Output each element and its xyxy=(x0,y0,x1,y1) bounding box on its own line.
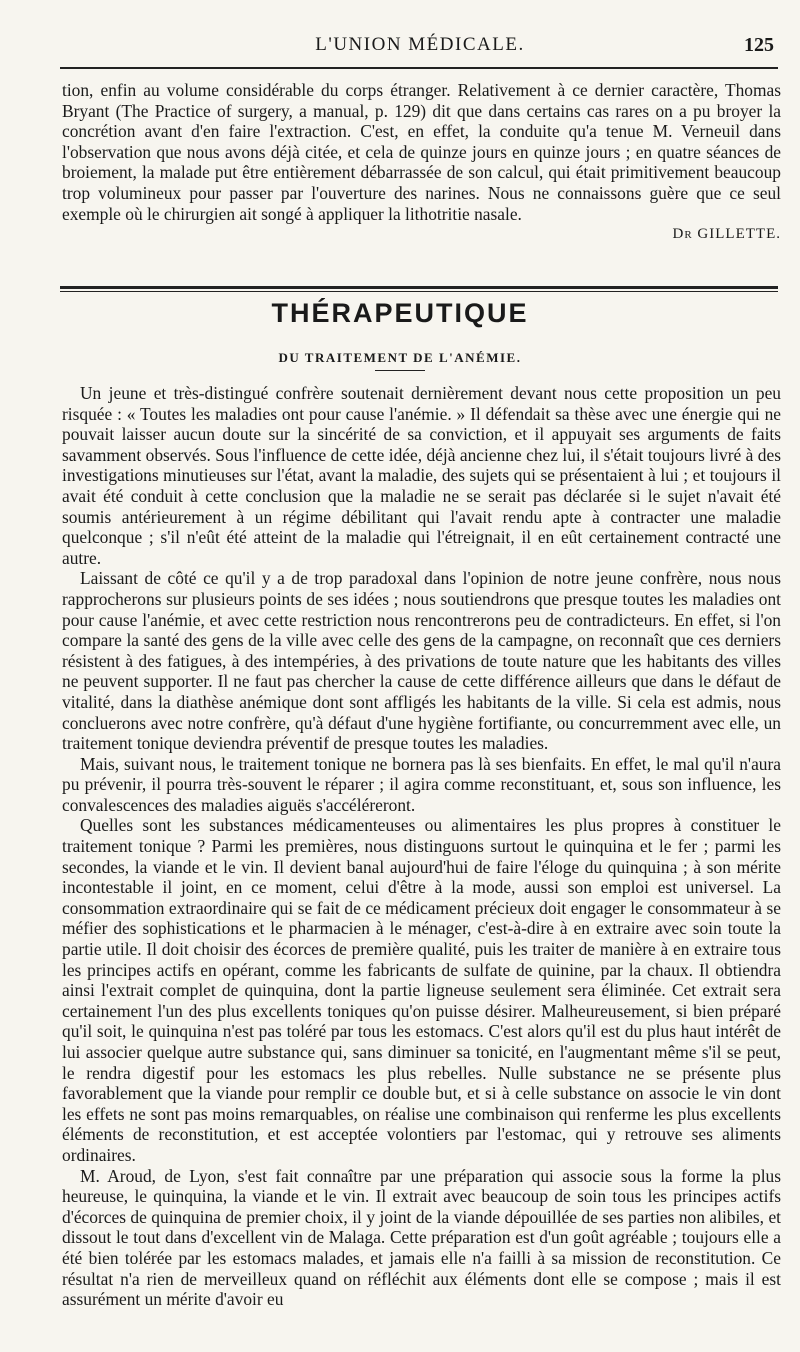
page-header xyxy=(60,30,780,64)
header-rule xyxy=(60,67,778,69)
previous-article xyxy=(62,80,781,243)
previous-article-paragraph: tion, enfin au volume considérable du corps étranger. Relativement à ce dernier caractère, Thomas Bryant (The Practice of surgery, a manual, p. 129) dit que dans certains cas rares on a pu broyer la concrétion avant d'en faire l'extraction. C'est, en effet, la conduite qu'a tenue M. Verneuil dans l'observation que nous avons déjà citée, et cela de quinze jours en quinze jours ; en quatre séances de broiement, la malade put être entièrement débarrassée de son calcul, qui était primitivement beaucoup trop volumineux pour passer par l'ouverture des narines. Nous ne connaissons guère que ce seul exemple où le chirurgien ait songé à appliquer la lithotritie nasale. xyxy=(62,80,781,224)
running-title: L'UNION MÉDICALE. xyxy=(315,34,525,55)
author-signature: Dr GILLETTE. xyxy=(672,226,781,243)
section-rule-thin xyxy=(60,291,778,292)
article-body xyxy=(62,383,781,1310)
section-title: THÉRAPEUTIQUE xyxy=(271,298,529,328)
article-paragraph: Mais, suivant nous, le traitement tonique ne bornera pas là ses bienfaits. En effet, le mal qu'il n'aura pu prévenir, il pourra très-souvent le réparer ; il agira comme reconstituant, et, sous son influence, les convalescences des maladies aiguës s'accéléreront. xyxy=(62,753,781,815)
article-paragraph: M. Aroud, de Lyon, s'est fait connaître par une préparation qui associe sous la forme la plus heureuse, le quinquina, la viande et le vin. Il extrait avec beaucoup de soin tous les principes actifs d'écorces de quinquina de premier choix, il y joint de la viande dépouillée de ses parties non alibiles, et dissout le tout dans d'excellent vin de Malaga. Cette préparation est d'un goût agréable ; toujours elle a été bien tolérée par les estomacs malades, et jamais elle n'a failli à sa mission de reconstitution. Ce résultat n'a rien de merveilleux quand on réfléchit aux éléments dont elle se compose ; mais il est assurément un mérite d'avoir eu xyxy=(62,1165,781,1310)
article-paragraph: Un jeune et très-distingué confrère soutenait dernièrement devant nous cette proposition un peu risquée : « Toutes les maladies ont pour cause l'anémie. » Il défendait sa thèse avec une énergie qui ne pouvait laisser aucun doute sur la sincérité de sa conviction, et il appuyait ses arguments de faits savamment observés. Sous l'influence de cette idée, déjà ancienne chez lui, il s'était toujours livré à des investigations minutieuses sur l'état, avant la maladie, des sujets qui se présentaient à lui ; et toujours il avait été conduit à cette conclusion que la maladie ne se serait pas déclarée si le sujet n'avait été soumis antérieurement à un régime débilitant qui l'avait rendu apte à contracter une maladie quelconque ; s'il n'eût été atteint de la maladie qui l'étreignait, il en eût certainement contracté une autre. xyxy=(62,383,781,568)
section-rule xyxy=(60,286,778,289)
page-number: 125 xyxy=(744,34,774,56)
article-paragraph: Quelles sont les substances médicamenteuses ou alimentaires les plus propres à constituer le traitement tonique ? Parmi les premières, nous distinguons surtout le quinquina et le fer ; parmi les secondes, la viande et le vin. Il devient banal aujourd'hui de faire l'éloge du quinquina ; à son mérite incontestable il joint, en ce moment, celui d'être à la mode, aussi son emploi est universel. La consommation extraordinaire qui se fait de ce médicament précieux doit engager le consommateur à se méfier des sophistications et le pharmacien à le ménager, c'est-à-dire à en extraire avec soin toute la partie utile. Il doit choisir des écorces de première qualité, puis les traiter de manière à en extraire tous les principes actifs en opérant, comme les fabricants de sulfate de quinine, par la chaux. Il obtiendra ainsi l'extrait complet de quinquina, dont la partie ligneuse seulement sera éliminée. Cet extrait sera certainement l'un des plus excellents toniques qu'on puisse désirer. Malheureusement, si bien préparé qu'il soit, le quinquina n'est pas toléré par tous les estomacs. C'est alors qu'il est du plus haut intérêt de lui associer quelque autre substance qui, sans diminuer sa tonicité, en l'augmentant même s'il se peut, le rendra digestif pour les estomacs les plus rebelles. Nulle substance ne se présente plus favorablement que la viande pour remplir ce double but, et si à celle substance on associe le vin dont les effets ne sont pas moins remarquables, on réalise une combinaison qui renferme les plus excellents éléments de reconstitution, et est acceptée volontiers par l'estomac, qui y retrouve ses aliments ordinaires. xyxy=(62,815,781,1165)
article-subtitle: DU TRAITEMENT DE L'ANÉMIE. xyxy=(278,350,522,365)
article-paragraph: Laissant de côté ce qu'il y a de trop paradoxal dans l'opinion de notre jeune confrère, nous nous rapprocherons sur plusieurs points de ses idées ; nous soutiendrons que presque toutes les maladies ont pour cause l'anémie, et avec cette restriction nous rencontrerons peu de contradicteurs. En effet, si l'on compare la santé des gens de la ville avec celle des gens de la campagne, on reconnaît que ces derniers résistent à des fatigues, à des intempéries, à des privations de toute nature que les habitants des villes ne peuvent supporter. Il ne faut pas chercher la cause de cette différence ailleurs que dans le défaut de vitalité, dans la diathèse anémique dont sont affligés les habitants de la ville. Si cela est admis, nous concluerons avec notre confrère, qu'à défaut d'une hygiène fortifiante, ou concurremment avec elle, un traitement tonique deviendra préventif de presque toutes les maladies. xyxy=(62,568,781,754)
subtitle-rule xyxy=(375,370,425,371)
